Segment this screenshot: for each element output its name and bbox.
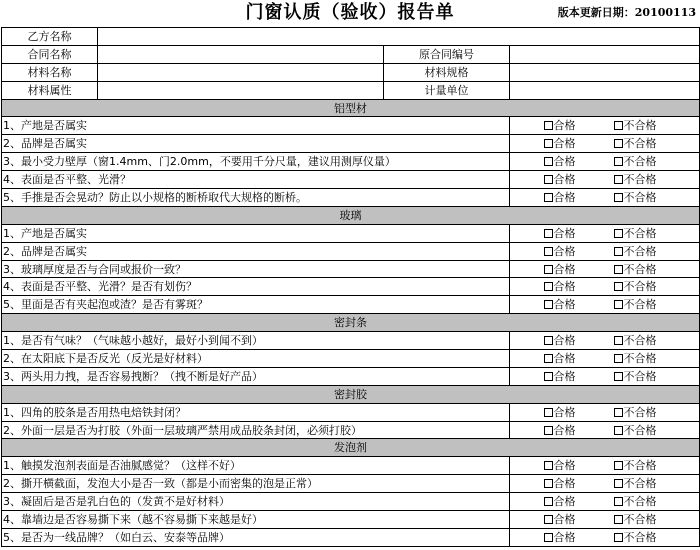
fail-checkbox[interactable] bbox=[610, 528, 700, 546]
checkbox-square-icon[interactable] bbox=[614, 515, 623, 524]
material-attr-label: 材料属性 bbox=[2, 81, 98, 99]
pass-checkbox[interactable] bbox=[540, 475, 610, 493]
material-attr-field[interactable] bbox=[98, 81, 384, 99]
fail-checkbox[interactable] bbox=[610, 296, 700, 314]
info-row-attr bbox=[2, 81, 700, 99]
fail-checkbox[interactable] bbox=[610, 135, 700, 153]
checkbox-square-icon[interactable] bbox=[544, 121, 553, 130]
pass-checkbox-label: 合格 bbox=[553, 512, 576, 526]
section-header-row bbox=[2, 99, 700, 117]
pass-checkbox[interactable] bbox=[540, 332, 610, 350]
contract-no-label: 原合同编号 bbox=[384, 45, 510, 63]
fail-checkbox-label: 不合格 bbox=[623, 173, 657, 187]
check-item-row bbox=[2, 189, 700, 207]
section-title: 发泡剂 bbox=[2, 439, 700, 457]
checkbox-square-icon[interactable] bbox=[614, 139, 623, 148]
check-item-row bbox=[2, 350, 700, 368]
pass-checkbox[interactable] bbox=[540, 421, 610, 439]
material-name-field[interactable] bbox=[98, 63, 384, 81]
report-header bbox=[0, 0, 700, 26]
checkbox-square-icon[interactable] bbox=[544, 247, 553, 256]
fail-checkbox[interactable] bbox=[610, 260, 700, 278]
fail-checkbox[interactable] bbox=[610, 350, 700, 368]
fail-checkbox-label: 不合格 bbox=[623, 405, 657, 419]
checkbox-square-icon[interactable] bbox=[614, 157, 623, 166]
check-item-row bbox=[2, 332, 700, 350]
spacer-cell bbox=[510, 242, 540, 260]
pass-checkbox[interactable] bbox=[540, 367, 610, 385]
check-item-text: 3、凝固后是否是乳白色的（发黄不是好材料） bbox=[2, 493, 510, 511]
pass-checkbox[interactable] bbox=[540, 117, 610, 135]
spacer-cell bbox=[510, 475, 540, 493]
pass-checkbox[interactable] bbox=[540, 189, 610, 207]
check-item-text: 4、表面是否平整、光滑？ bbox=[2, 171, 510, 189]
pass-checkbox[interactable] bbox=[540, 260, 610, 278]
check-item-row bbox=[2, 493, 700, 511]
checkbox-square-icon[interactable] bbox=[544, 497, 553, 506]
check-item-text: 1、触摸发泡剂表面是否油腻感觉？（这样不好） bbox=[2, 457, 510, 475]
pass-checkbox-label: 合格 bbox=[553, 495, 576, 509]
check-item-row bbox=[2, 242, 700, 260]
section-title: 密封胶 bbox=[2, 385, 700, 403]
pass-checkbox[interactable] bbox=[540, 224, 610, 242]
fail-checkbox[interactable] bbox=[610, 242, 700, 260]
checkbox-square-icon[interactable] bbox=[544, 282, 553, 291]
party-b-label: 乙方名称 bbox=[2, 28, 98, 46]
material-spec-field[interactable] bbox=[510, 63, 700, 81]
check-item-text: 5、是否为一线品牌？（如白云、安泰等品牌） bbox=[2, 528, 510, 546]
spacer-cell bbox=[510, 278, 540, 296]
pass-checkbox[interactable] bbox=[540, 511, 610, 529]
fail-checkbox-label: 不合格 bbox=[623, 530, 657, 544]
checkbox-square-icon[interactable] bbox=[544, 157, 553, 166]
spacer-cell bbox=[510, 421, 540, 439]
fail-checkbox[interactable] bbox=[610, 278, 700, 296]
fail-checkbox-label: 不合格 bbox=[623, 334, 657, 348]
pass-checkbox-label: 合格 bbox=[553, 173, 576, 187]
section-title: 铝型材 bbox=[2, 99, 700, 117]
spacer-cell bbox=[510, 296, 540, 314]
pass-checkbox-label: 合格 bbox=[553, 477, 576, 491]
fail-checkbox-label: 不合格 bbox=[623, 477, 657, 491]
checkbox-square-icon[interactable] bbox=[614, 300, 623, 309]
checkbox-square-icon[interactable] bbox=[614, 175, 623, 184]
checkbox-square-icon[interactable] bbox=[614, 408, 623, 417]
section-header-row bbox=[2, 439, 700, 457]
contract-name-field[interactable] bbox=[98, 45, 384, 63]
spacer-cell bbox=[510, 224, 540, 242]
checkbox-square-icon[interactable] bbox=[544, 372, 553, 381]
pass-checkbox[interactable] bbox=[540, 528, 610, 546]
pass-checkbox-label: 合格 bbox=[553, 190, 576, 204]
check-item-row bbox=[2, 224, 700, 242]
check-item-row bbox=[2, 457, 700, 475]
checkbox-square-icon[interactable] bbox=[544, 336, 553, 345]
checkbox-square-icon[interactable] bbox=[544, 461, 553, 470]
pass-checkbox-label: 合格 bbox=[553, 280, 576, 294]
check-item-text: 2、在太阳底下是否反光（反光是好材料） bbox=[2, 350, 510, 368]
checkbox-square-icon[interactable] bbox=[544, 354, 553, 363]
checkbox-square-icon[interactable] bbox=[614, 372, 623, 381]
pass-checkbox-label: 合格 bbox=[553, 119, 576, 133]
check-item-text: 3、最小受力壁厚（窗1.4mm、门2.0mm，不要用千分尺量，建议用测厚仪量） bbox=[2, 153, 510, 171]
pass-checkbox-label: 合格 bbox=[553, 351, 576, 365]
fail-checkbox[interactable] bbox=[610, 224, 700, 242]
checkbox-square-icon[interactable] bbox=[614, 193, 623, 202]
check-item-text: 2、品牌是否属实 bbox=[2, 135, 510, 153]
unit-label: 计量单位 bbox=[384, 81, 510, 99]
pass-checkbox[interactable] bbox=[540, 153, 610, 171]
fail-checkbox[interactable] bbox=[610, 189, 700, 207]
version-label: 版本更新日期： bbox=[557, 6, 635, 19]
info-row-party-b bbox=[2, 28, 700, 46]
fail-checkbox-label: 不合格 bbox=[623, 262, 657, 276]
spacer-cell bbox=[510, 493, 540, 511]
info-row-material bbox=[2, 63, 700, 81]
check-item-text: 1、四角的胶条是否用热电焙铁封闭？ bbox=[2, 403, 510, 421]
check-item-row bbox=[2, 117, 700, 135]
pass-checkbox-label: 合格 bbox=[553, 262, 576, 276]
fail-checkbox[interactable] bbox=[610, 475, 700, 493]
checkbox-square-icon[interactable] bbox=[614, 121, 623, 130]
spacer-cell bbox=[510, 260, 540, 278]
spacer-cell bbox=[510, 367, 540, 385]
section-header-row bbox=[2, 206, 700, 224]
checkbox-square-icon[interactable] bbox=[544, 515, 553, 524]
pass-checkbox-label: 合格 bbox=[553, 244, 576, 258]
info-row-contract bbox=[2, 45, 700, 63]
fail-checkbox-label: 不合格 bbox=[623, 137, 657, 151]
checkbox-square-icon[interactable] bbox=[614, 497, 623, 506]
fail-checkbox[interactable] bbox=[610, 511, 700, 529]
checkbox-square-icon[interactable] bbox=[544, 193, 553, 202]
checkbox-square-icon[interactable] bbox=[544, 300, 553, 309]
pass-checkbox-label: 合格 bbox=[553, 530, 576, 544]
fail-checkbox-label: 不合格 bbox=[623, 190, 657, 204]
spacer-cell bbox=[510, 153, 540, 171]
fail-checkbox-label: 不合格 bbox=[623, 351, 657, 365]
check-item-text: 1、是否有气味？（气味越小越好，最好小到闻不到） bbox=[2, 332, 510, 350]
checkbox-square-icon[interactable] bbox=[544, 426, 553, 435]
checkbox-square-icon[interactable] bbox=[614, 247, 623, 256]
check-item-text: 2、外面一层是否为打胶（外面一层玻璃严禁用成品胶条封闭，必须打胶） bbox=[2, 421, 510, 439]
spacer-cell bbox=[510, 117, 540, 135]
checkbox-square-icon[interactable] bbox=[544, 229, 553, 238]
checkbox-square-icon[interactable] bbox=[544, 408, 553, 417]
checkbox-square-icon[interactable] bbox=[544, 533, 553, 542]
check-item-row bbox=[2, 421, 700, 439]
check-item-row bbox=[2, 296, 700, 314]
version-value: 20100113 bbox=[634, 6, 696, 19]
pass-checkbox[interactable] bbox=[540, 278, 610, 296]
fail-checkbox[interactable] bbox=[610, 367, 700, 385]
pass-checkbox-label: 合格 bbox=[553, 226, 576, 240]
checkbox-square-icon[interactable] bbox=[614, 479, 623, 488]
fail-checkbox-label: 不合格 bbox=[623, 495, 657, 509]
contract-name-label: 合同名称 bbox=[2, 45, 98, 63]
pass-checkbox-label: 合格 bbox=[553, 137, 576, 151]
checkbox-square-icon[interactable] bbox=[614, 461, 623, 470]
pass-checkbox-label: 合格 bbox=[553, 459, 576, 473]
checkbox-square-icon[interactable] bbox=[614, 282, 623, 291]
section-title: 密封条 bbox=[2, 314, 700, 332]
fail-checkbox-label: 不合格 bbox=[623, 226, 657, 240]
pass-checkbox[interactable] bbox=[540, 296, 610, 314]
checkbox-square-icon[interactable] bbox=[614, 533, 623, 542]
check-item-row bbox=[2, 511, 700, 529]
pass-checkbox[interactable] bbox=[540, 457, 610, 475]
check-item-row bbox=[2, 171, 700, 189]
spacer-cell bbox=[510, 189, 540, 207]
fail-checkbox-label: 不合格 bbox=[623, 369, 657, 383]
pass-checkbox-label: 合格 bbox=[553, 405, 576, 419]
fail-checkbox-label: 不合格 bbox=[623, 244, 657, 258]
fail-checkbox[interactable] bbox=[610, 332, 700, 350]
check-item-text: 3、两头用力拽，是否容易拽断？（拽不断是好产品） bbox=[2, 367, 510, 385]
fail-checkbox[interactable] bbox=[610, 171, 700, 189]
check-item-row bbox=[2, 367, 700, 385]
material-spec-label: 材料规格 bbox=[384, 63, 510, 81]
fail-checkbox-label: 不合格 bbox=[623, 155, 657, 169]
fail-checkbox[interactable] bbox=[610, 117, 700, 135]
checkbox-square-icon[interactable] bbox=[544, 479, 553, 488]
spacer-cell bbox=[510, 403, 540, 421]
check-item-row bbox=[2, 260, 700, 278]
pass-checkbox[interactable] bbox=[540, 171, 610, 189]
spacer-cell bbox=[510, 135, 540, 153]
spacer-cell bbox=[510, 332, 540, 350]
checkbox-square-icon[interactable] bbox=[544, 265, 553, 274]
check-item-text: 5、手推是否会晃动？防止以小规格的断桥取代大规格的断桥。 bbox=[2, 189, 510, 207]
pass-checkbox[interactable] bbox=[540, 350, 610, 368]
check-item-row bbox=[2, 135, 700, 153]
report-title: 门窗认质（验收）报告单 bbox=[245, 2, 455, 23]
fail-checkbox-label: 不合格 bbox=[623, 298, 657, 312]
check-item-text: 1、产地是否属实 bbox=[2, 117, 510, 135]
pass-checkbox-label: 合格 bbox=[553, 334, 576, 348]
fail-checkbox-label: 不合格 bbox=[623, 280, 657, 294]
pass-checkbox-label: 合格 bbox=[553, 369, 576, 383]
section-header-row bbox=[2, 314, 700, 332]
check-item-row bbox=[2, 403, 700, 421]
pass-checkbox[interactable] bbox=[540, 135, 610, 153]
check-item-row bbox=[2, 278, 700, 296]
checkbox-square-icon[interactable] bbox=[614, 229, 623, 238]
spacer-cell bbox=[510, 350, 540, 368]
spacer-cell bbox=[510, 528, 540, 546]
spacer-cell bbox=[510, 171, 540, 189]
pass-checkbox-label: 合格 bbox=[553, 155, 576, 169]
fail-checkbox[interactable] bbox=[610, 403, 700, 421]
check-item-text: 4、靠墙边是否容易撕下来（越不容易撕下来越是好） bbox=[2, 511, 510, 529]
fail-checkbox[interactable] bbox=[610, 493, 700, 511]
checkbox-square-icon[interactable] bbox=[544, 175, 553, 184]
section-header-row bbox=[2, 385, 700, 403]
check-item-text: 2、撕开横截面，发泡大小是否一致（都是小而密集的泡是正常） bbox=[2, 475, 510, 493]
contract-no-field[interactable] bbox=[510, 45, 700, 63]
fail-checkbox-label: 不合格 bbox=[623, 512, 657, 526]
check-item-row bbox=[2, 153, 700, 171]
fail-checkbox-label: 不合格 bbox=[623, 423, 657, 437]
spacer-cell bbox=[510, 511, 540, 529]
version-date bbox=[558, 6, 696, 20]
pass-checkbox[interactable] bbox=[540, 493, 610, 511]
check-item-text: 3、玻璃厚度是否与合同或报价一致？ bbox=[2, 260, 510, 278]
fail-checkbox[interactable] bbox=[610, 421, 700, 439]
checkbox-square-icon[interactable] bbox=[614, 336, 623, 345]
check-item-text: 4、表面是否平整、光滑？是否有划伤？ bbox=[2, 278, 510, 296]
checkbox-square-icon[interactable] bbox=[614, 354, 623, 363]
check-item-row bbox=[2, 475, 700, 493]
checkbox-square-icon[interactable] bbox=[544, 139, 553, 148]
material-name-label: 材料名称 bbox=[2, 63, 98, 81]
check-item-text: 2、品牌是否属实 bbox=[2, 242, 510, 260]
section-title: 玻璃 bbox=[2, 206, 700, 224]
pass-checkbox[interactable] bbox=[540, 403, 610, 421]
fail-checkbox-label: 不合格 bbox=[623, 459, 657, 473]
spacer-cell bbox=[510, 457, 540, 475]
checkbox-square-icon[interactable] bbox=[614, 265, 623, 274]
acceptance-table bbox=[1, 27, 700, 547]
fail-checkbox[interactable] bbox=[610, 457, 700, 475]
fail-checkbox-label: 不合格 bbox=[623, 119, 657, 133]
pass-checkbox-label: 合格 bbox=[553, 298, 576, 312]
fail-checkbox[interactable] bbox=[610, 153, 700, 171]
check-item-text: 1、产地是否属实 bbox=[2, 224, 510, 242]
party-b-value-field[interactable] bbox=[98, 28, 700, 46]
unit-field[interactable] bbox=[510, 81, 700, 99]
checkbox-square-icon[interactable] bbox=[614, 426, 623, 435]
pass-checkbox-label: 合格 bbox=[553, 423, 576, 437]
check-item-text: 5、里面是否有夹起泡或渣？是否有雾斑？ bbox=[2, 296, 510, 314]
check-item-row bbox=[2, 528, 700, 546]
pass-checkbox[interactable] bbox=[540, 242, 610, 260]
